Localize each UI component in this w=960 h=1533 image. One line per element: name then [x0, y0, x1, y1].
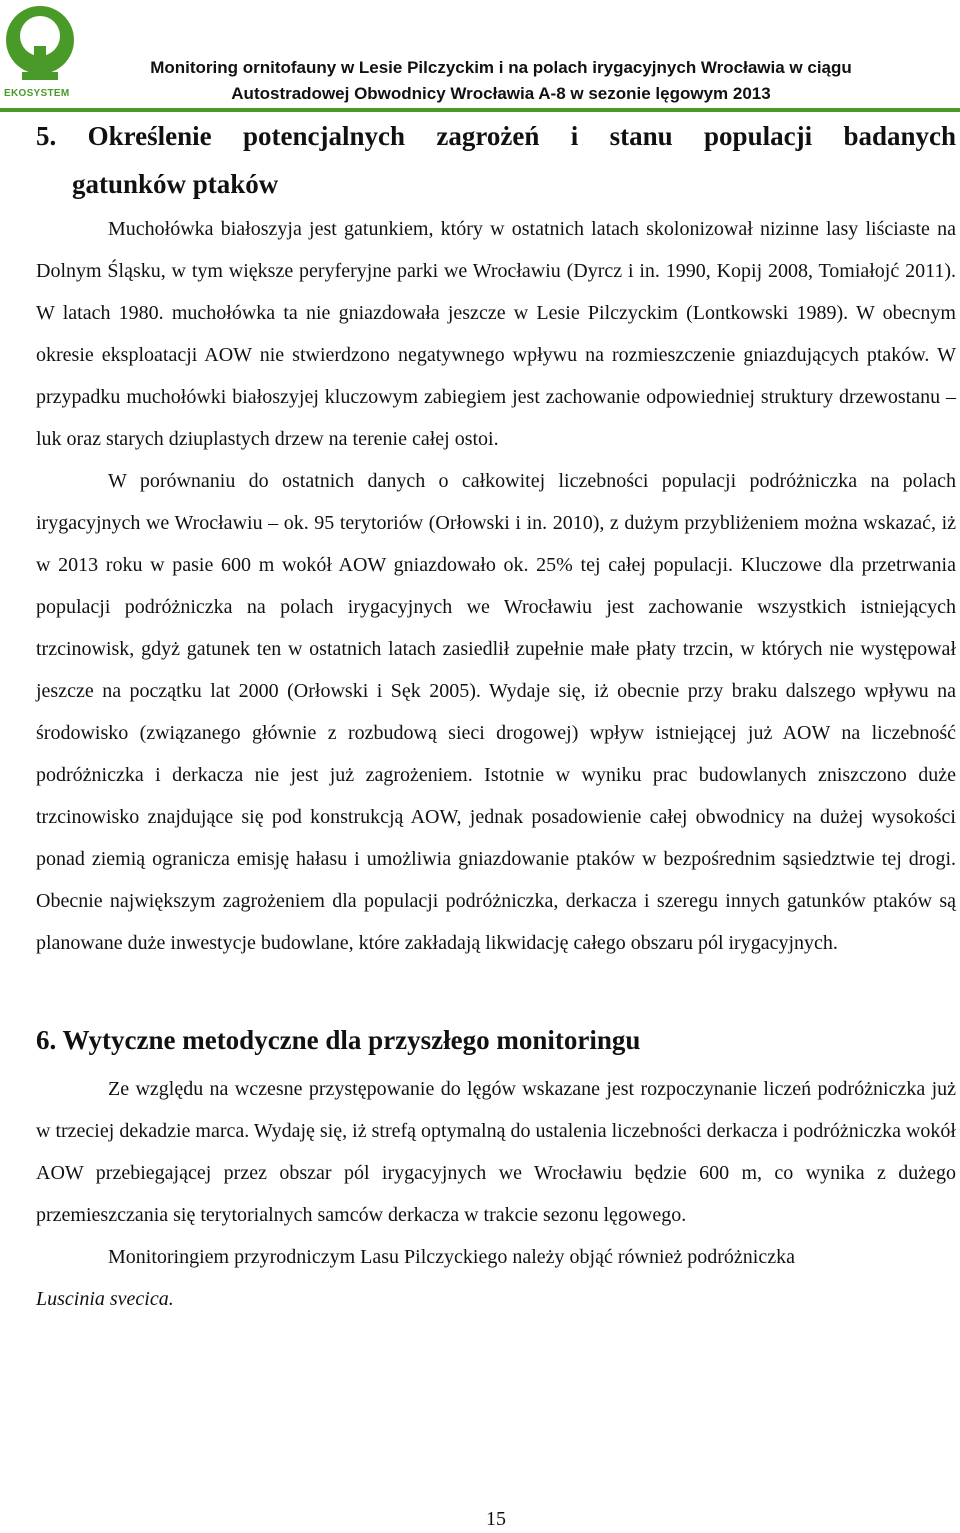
- page-number: 15: [486, 1508, 506, 1530]
- section-6-heading: 6. Wytyczne metodyczne dla przyszłego monitoringu: [36, 1025, 641, 1055]
- section-5-heading: 5. Określenie potencjalnych zagrożeń i stanu populacji badanych: [36, 121, 956, 151]
- logo-text: EKOSYSTEM: [4, 88, 70, 99]
- species-latin-name: [36, 1278, 956, 1320]
- species-latin-name-text: Luscinia svecica.: [36, 1288, 174, 1310]
- page-body: [36, 112, 956, 1320]
- section-6-paragraph-2: Monitoringiem przyrodniczym Lasu Pilczyckiego należy objąć również podróżniczka: [108, 1246, 795, 1268]
- section-5-heading-continued: gatunków ptaków: [72, 169, 279, 199]
- document-title-line-2: Autostradowej Obwodnicy Wrocławia A-8 w sezonie lęgowym 2013: [231, 84, 771, 103]
- document-title-line-1: Monitoring ornitofauny w Lesie Pilczyckim i na polach irygacyjnych Wrocławia w ciągu: [150, 58, 852, 77]
- page-header: [0, 0, 960, 112]
- document-title: [96, 55, 906, 107]
- section-6-paragraph-1: Ze względu na wczesne przystępowanie do lęgów wskazane jest rozpoczynanie liczeń podróżniczka już w trzeciej dekadzie marca. Wydaję się, iż strefą optymalną do ustalenia liczebności derkacza i podróżniczka wokół AOW przebiegającej przez obszar pól irygacyjnych we Wrocławiu będzie 600 m, co wynika z dużego przemieszczania się terytorialnych samców derkacza w trakcie sezonu lęgowego.: [36, 1078, 956, 1226]
- ekosystem-tree-logo-icon: [4, 2, 76, 102]
- section-5-paragraph-2: W porównaniu do ostatnich danych o całkowitej liczebności populacji podróżniczka na polach irygacyjnych we Wrocławiu – ok. 95 terytoriów (Orłowski i in. 2010), z dużym przybliżeniem można wskazać, iż w 2013 roku w pasie 600 m wokół AOW gniazdowało ok. 25% tej całej populacji. Kluczowe dla przetrwania populacji podróżniczka na polach irygacyjnych we Wrocławiu jest zachowanie wszystkich istniejących trzcinowisk, gdyż gatunek ten w ostatnich latach zasiedlił zupełnie małe płaty trzcin, w których nie występował jeszcze na początku lat 2000 (Orłowski i Sęk 2005). Wydaje się, iż obecnie przy braku dalszego wpływu na środowisko (związanego głównie z rozbudową sieci drogowej) wpływ istniejącej już AOW na liczebność podróżniczka i derkacza nie jest już zagrożeniem. Istotnie w wyniku prac budowlanych zniszczono duże trzcinowisko znajdujące się pod konstrukcją AOW, jednak posadowienie całej obwodnicy na dużej wysokości ponad ziemią ogranicza emisję hałasu i umożliwia gniazdowanie ptaków w bezpośrednim sąsiedztwie tej drogi. Obecnie największym zagrożeniem dla populacji podróżniczka, derkacza i szeregu innych gatunków ptaków są planowane duże inwestycje budowlane, które zakładają likwidację całego obszaru pól irygacyjnych.: [36, 470, 956, 954]
- section-5-paragraph-1: Muchołówka białoszyja jest gatunkiem, który w ostatnich latach skolonizował nizinne lasy liściaste na Dolnym Śląsku, w tym większe peryferyjne parki we Wrocławiu (Dyrcz i in. 1990, Kopij 2008, Tomiałojć 2011). W latach 1980. muchołówka ta nie gniazdowała jeszcze w Lesie Pilczyckim (Lontkowski 1989). W obecnym okresie eksploatacji AOW nie stwierdzono negatywnego wpływu na rozmieszczenie gniazdujących ptaków. W przypadku muchołówki białoszyjej kluczowym zabiegiem jest zachowanie odpowiedniej struktury drzewostanu – luk oraz starych dziuplastych drzew na terenie całej ostoi.: [36, 218, 956, 450]
